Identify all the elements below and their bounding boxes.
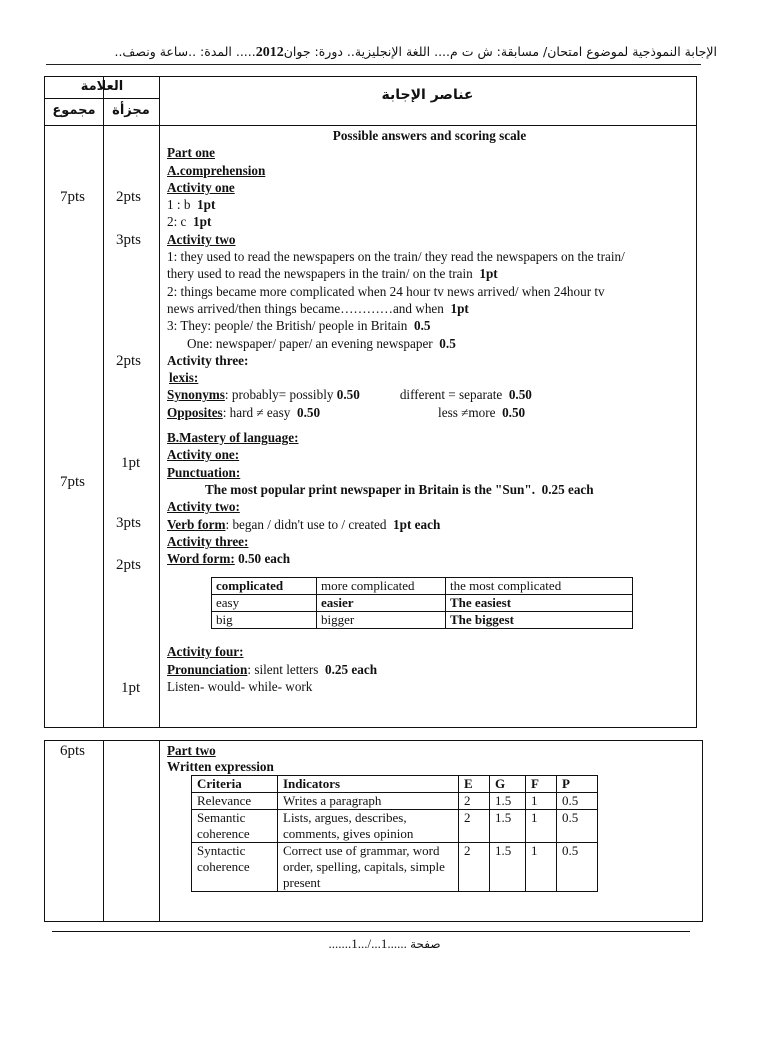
total-score: 7pts (60, 474, 86, 490)
answers-title: Possible answers and scoring scale (332, 128, 527, 143)
mark-heading: العلامة (80, 79, 124, 94)
table-cell: Relevance (192, 793, 278, 810)
answer-content (167, 127, 692, 695)
points: 0.25 each (325, 661, 378, 677)
table-cell: 0.5 (557, 793, 598, 810)
col-divider (103, 77, 104, 727)
answer-line: : silent letters (247, 661, 319, 677)
header-post: ..... المدة: ..ساعة ونصف.. (114, 44, 256, 59)
points: 0.5 (413, 318, 431, 334)
activity-heading: Activity one: (167, 447, 240, 463)
table-cell: more complicated (317, 578, 446, 595)
points: 1pt each (393, 516, 441, 532)
table-header: E (459, 776, 490, 793)
answer-heading: عناصر الإجابة (381, 87, 474, 103)
points: 0.5 (439, 335, 456, 351)
table-header: Indicators (278, 776, 459, 793)
answer-line: : probably= possibly (224, 387, 334, 403)
total-score: 6pts (60, 743, 86, 759)
table-row (212, 578, 633, 595)
points: 0.50 (296, 404, 321, 420)
table-header-row (192, 776, 598, 793)
table-cell: 1 (526, 793, 557, 810)
table-row (192, 810, 598, 843)
activity-heading: Activity three: (167, 533, 249, 549)
table-row (212, 595, 633, 612)
part-one-heading: Part one (167, 145, 215, 161)
table-cell: Correct use of grammar, word order, spelling, capitals, simple present (278, 843, 459, 892)
comprehension-heading: A.comprehension (167, 162, 266, 178)
part-two-heading: Part two (167, 743, 216, 758)
table-header: Criteria (192, 776, 278, 793)
total-heading: مجموع (52, 103, 96, 118)
answer-line: less ≠more (438, 404, 496, 420)
row-divider (45, 125, 696, 126)
table-header: P (557, 776, 598, 793)
mastery-heading: B.Mastery of language: (167, 430, 299, 446)
criteria-table (191, 775, 598, 892)
footer-rule (52, 931, 690, 932)
partial-score: 2pts (116, 189, 142, 205)
word-form-label: Word form: (167, 551, 235, 567)
page-label: صفحة (410, 937, 441, 951)
partial-score: 2pts (116, 557, 142, 573)
table-cell: Writes a paragraph (278, 793, 459, 810)
part-two-content (167, 743, 697, 892)
answer-line: : began / didn't use to / created (225, 516, 387, 532)
total-score: 7pts (60, 189, 86, 205)
points: 0.50 (502, 404, 526, 420)
written-expression-heading: Written expression (167, 759, 274, 774)
table-cell: Lists, argues, describes, comments, gives opinion (278, 810, 459, 843)
points: 0.50 (336, 387, 360, 403)
page-footer (0, 936, 769, 952)
activity-heading: Activity three: (167, 352, 249, 368)
partial-heading: مجزأة (112, 103, 150, 118)
partial-score: 3pts (116, 232, 142, 248)
points: 1pt (479, 266, 498, 282)
answer-table (44, 76, 697, 728)
table-cell: 1 (526, 843, 557, 892)
points: 1pt (193, 214, 212, 230)
lexis-heading: lexis: (169, 370, 199, 386)
answer-line: 1 : b (167, 197, 191, 213)
answer-line: news arrived/then things became…………and when (167, 300, 444, 316)
word-form-table (211, 577, 633, 629)
activity-heading: Activity four: (167, 644, 244, 660)
table-row (192, 843, 598, 892)
points: 0.25 each (541, 481, 594, 497)
partial-score: 2pts (116, 353, 142, 369)
table-cell: 2 (459, 793, 490, 810)
header-year: 2012 (255, 45, 284, 60)
answer-line: 2: things became more complicated when 24 hour tv news arrived/ when 24hour tv (167, 283, 605, 299)
table-cell: Syntactic coherence (192, 843, 278, 892)
points: 0.50 each (238, 551, 291, 567)
document-header (40, 44, 717, 61)
activity-heading: Activity two: (167, 499, 240, 515)
table-header: F (526, 776, 557, 793)
table-cell: big (212, 612, 317, 629)
table-cell: 1 (526, 810, 557, 843)
table-row (212, 612, 633, 629)
points: 1pt (450, 300, 469, 316)
table-cell: bigger (317, 612, 446, 629)
header-pre: الإجابة النموذجية لموضوع امتحان/ مسابقة: ش ت م.... اللغة الإنجليزية.. دورة: جوان (283, 44, 717, 59)
opposites-label: Opposites (167, 404, 223, 420)
table-cell: the most complicated (446, 578, 633, 595)
answer-line: different = separate (399, 387, 503, 403)
activity-heading: Activity two (167, 231, 236, 247)
answer-line: 3: They: people/ the British/ people in Britain (167, 318, 408, 334)
table-cell: 1.5 (490, 810, 526, 843)
table-header: G (490, 776, 526, 793)
table-row (192, 793, 598, 810)
verb-form-label: Verb form (167, 516, 226, 532)
table-cell: 1.5 (490, 793, 526, 810)
table-cell: 2 (459, 810, 490, 843)
points: 0.50 (508, 387, 532, 403)
table-cell: 0.5 (557, 843, 598, 892)
answer-line: The most popular print newspaper in Britain is the "Sun". (205, 481, 535, 497)
row-divider (45, 98, 159, 99)
header-rule (46, 64, 701, 65)
table-cell: 1.5 (490, 843, 526, 892)
partial-score: 3pts (116, 515, 142, 531)
table-cell: 2 (459, 843, 490, 892)
col-divider (103, 741, 104, 921)
table-cell: Semantic coherence (192, 810, 278, 843)
partial-score: 1pt (121, 680, 141, 696)
answer-line: Listen- would- while- work (167, 679, 313, 695)
synonyms-label: Synonyms (167, 387, 225, 403)
table-cell: complicated (212, 578, 317, 595)
col-divider (159, 741, 160, 921)
answer-line: 2: c (167, 214, 187, 230)
answer-line: 1: they used to read the newspapers on the train/ they read the newspapers on the train/ (167, 249, 625, 265)
table-cell: 0.5 (557, 810, 598, 843)
part-two-table (44, 740, 703, 922)
answer-line: : hard ≠ easy (222, 404, 291, 420)
table-cell: easier (317, 595, 446, 612)
activity-heading: Activity one (167, 179, 235, 195)
table-cell: easy (212, 595, 317, 612)
partial-score: 1pt (121, 455, 141, 471)
table-cell: The easiest (446, 595, 633, 612)
page-number: .......1.../...1...... (328, 936, 407, 951)
answer-line: thery used to read the newspapers in the train/ on the train (167, 266, 473, 282)
punctuation-label: Punctuation: (167, 464, 241, 480)
pronunciation-label: Pronunciation (167, 661, 248, 677)
answer-line: One: newspaper/ paper/ an evening newspaper (187, 335, 433, 351)
table-cell: The biggest (446, 612, 633, 629)
col-divider (159, 77, 160, 727)
points: 1pt (197, 197, 216, 213)
